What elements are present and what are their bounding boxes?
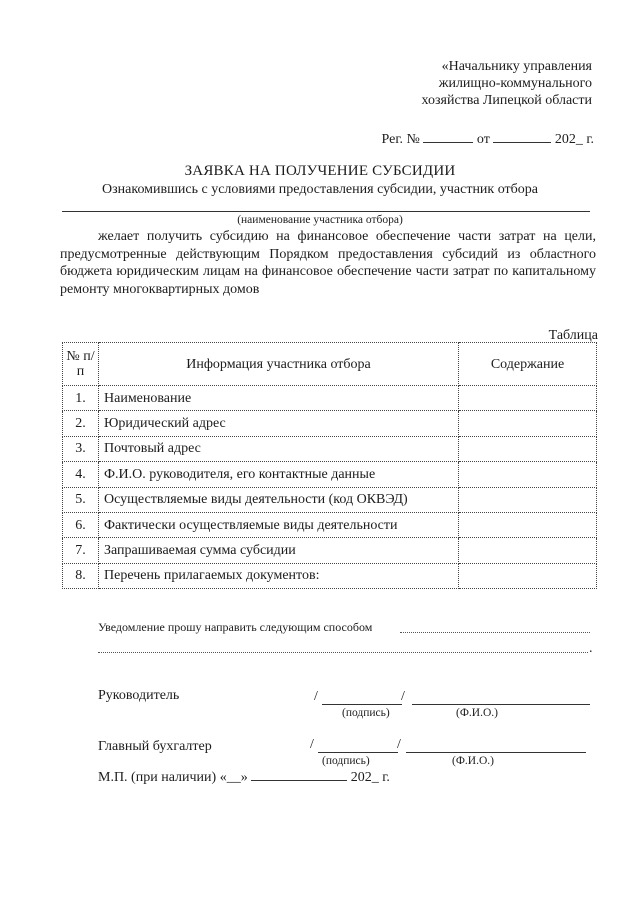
participant-info-table <box>62 342 597 589</box>
head-slash-1: / <box>314 689 318 704</box>
head-signature-caption: (подпись) <box>342 707 390 719</box>
stamp-label: М.П. (при наличии) <box>98 770 217 785</box>
stamp-day: «__» <box>219 770 248 785</box>
row-info: Почтовый адрес <box>99 436 459 461</box>
accountant-slash-2: / <box>397 737 401 752</box>
participant-name-caption: (наименование участника отбора) <box>237 214 403 226</box>
notice-method-field[interactable] <box>400 632 590 633</box>
accountant-signature-caption: (подпись) <box>322 755 370 767</box>
head-name-field[interactable] <box>412 704 590 705</box>
row-num: 5. <box>63 487 99 512</box>
head-name-caption: (Ф.И.О.) <box>456 707 498 719</box>
notice-label: Уведомление прошу направить следующим способом <box>98 620 373 634</box>
addressee-line-1: «Начальнику управления <box>441 59 592 74</box>
row-num: 3. <box>63 436 99 461</box>
table-row <box>63 436 597 461</box>
request-paragraph <box>60 228 596 298</box>
header-content: Содержание <box>459 343 597 386</box>
row-num: 2. <box>63 411 99 436</box>
accountant-signature-field[interactable] <box>318 752 398 753</box>
form-title: ЗАЯВКА НА ПОЛУЧЕНИЕ СУБСИДИИ <box>184 163 456 179</box>
request-paragraph-text: желает получить субсидию на финансовое обеспечение части затрат на цели, предусмотренные действующим Порядком предоставления субсидий из областного бюджета юридическим лицам на финансовое обеспечение части затрат по капитальному ремонту многоквартирных домов <box>60 229 596 297</box>
row-info: Осуществляемые виды деятельности (код ОКВЭД) <box>99 487 459 512</box>
addressee-block <box>422 58 592 109</box>
table-row <box>63 538 597 563</box>
stamp-date-line <box>98 768 390 786</box>
reg-date-field[interactable] <box>493 130 551 143</box>
addressee-line-2: жилищно-коммунального <box>438 76 592 91</box>
accountant-slash-1: / <box>310 737 314 752</box>
table-row <box>63 386 597 411</box>
head-slash-2: / <box>401 689 405 704</box>
stamp-year: 202_ г. <box>350 770 390 785</box>
accountant-name-field[interactable] <box>406 752 586 753</box>
notice-end-mark: . <box>589 641 593 656</box>
table-row <box>63 411 597 436</box>
row-info: Юридический адрес <box>99 411 459 436</box>
row-content-cell[interactable] <box>459 411 597 436</box>
row-info: Ф.И.О. руководителя, его контактные данные <box>99 462 459 487</box>
row-info: Перечень прилагаемых документов: <box>99 563 459 588</box>
table-caption: Таблица <box>548 328 598 343</box>
row-info: Наименование <box>99 386 459 411</box>
accountant-name-caption: (Ф.И.О.) <box>452 755 494 767</box>
head-label: Руководитель <box>98 688 180 703</box>
form-intro: Ознакомившись с условиями предоставления субсидии, участник отбора <box>102 182 538 197</box>
row-num: 1. <box>63 386 99 411</box>
table-row <box>63 462 597 487</box>
reg-year-label: 202_ г. <box>554 132 594 147</box>
row-content-cell[interactable] <box>459 386 597 411</box>
reg-date-label: от <box>476 132 490 147</box>
notice-method-field-line-2[interactable] <box>98 652 588 653</box>
table-row <box>63 487 597 512</box>
row-num: 6. <box>63 512 99 537</box>
table-row <box>63 512 597 537</box>
accountant-label: Главный бухгалтер <box>98 739 212 754</box>
row-info: Запрашиваемая сумма субсидии <box>99 538 459 563</box>
row-num: 8. <box>63 563 99 588</box>
head-signature-field[interactable] <box>322 704 402 705</box>
table-header-row <box>63 343 597 386</box>
row-content-cell[interactable] <box>459 563 597 588</box>
row-num: 4. <box>63 462 99 487</box>
row-info: Фактически осуществляемые виды деятельности <box>99 512 459 537</box>
reg-number-field[interactable] <box>423 130 473 143</box>
header-info: Информация участника отбора <box>99 343 459 386</box>
row-content-cell[interactable] <box>459 538 597 563</box>
row-content-cell[interactable] <box>459 487 597 512</box>
header-num: № п/п <box>63 343 99 386</box>
row-num: 7. <box>63 538 99 563</box>
stamp-month-field[interactable] <box>251 768 347 781</box>
table-row <box>63 563 597 588</box>
registration-line <box>382 130 594 148</box>
row-content-cell[interactable] <box>459 462 597 487</box>
row-content-cell[interactable] <box>459 436 597 461</box>
reg-number-label: Рег. № <box>381 132 420 147</box>
participant-name-field[interactable] <box>62 211 590 212</box>
row-content-cell[interactable] <box>459 512 597 537</box>
addressee-line-3: хозяйства Липецкой области <box>421 93 592 108</box>
